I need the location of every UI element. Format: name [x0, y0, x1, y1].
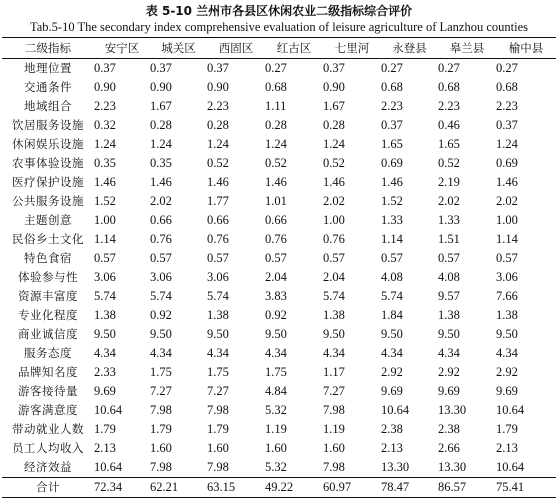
score-cell: 2.02: [496, 194, 518, 208]
indicator-name: 民俗乡土文化: [12, 232, 84, 246]
indicator-name: 商业诚信度: [18, 327, 78, 341]
score-cell: 4.34: [323, 346, 345, 360]
indicator-name: 体验参与性: [18, 270, 78, 284]
score-cell: 0.37: [496, 118, 518, 132]
score-cell: 1.46: [381, 175, 403, 189]
score-cell: 0.28: [150, 118, 172, 132]
score-cell: 2.02: [323, 194, 345, 208]
score-cell: 10.64: [496, 403, 525, 417]
score-cell: 0.52: [323, 156, 345, 170]
score-cell: 4.34: [496, 346, 518, 360]
score-cell: 1.24: [150, 137, 172, 151]
table-row: [2, 211, 556, 230]
score-cell: 1.79: [94, 422, 116, 436]
score-cell: 4.34: [381, 346, 403, 360]
score-cell: 1.38: [207, 308, 229, 322]
score-cell: 0.57: [323, 251, 345, 265]
score-cell: 2.23: [438, 99, 460, 113]
score-cell: 0.92: [150, 308, 172, 322]
score-cell: 0.76: [323, 232, 345, 246]
table-row: [2, 59, 556, 79]
indicator-name: 农事体验设施: [12, 156, 84, 170]
score-cell: 2.13: [381, 441, 403, 455]
score-cell: 13.30: [438, 403, 467, 417]
score-cell: 1.67: [323, 99, 345, 113]
score-cell: 3.06: [496, 270, 518, 284]
score-cell: 0.35: [150, 156, 172, 170]
score-cell: 1.14: [381, 232, 403, 246]
score-cell: 0.57: [150, 251, 172, 265]
score-cell: 1.14: [496, 232, 518, 246]
score-cell: 9.69: [496, 384, 518, 398]
indicator-name: 员工人均收入: [12, 441, 84, 455]
score-cell: 2.13: [496, 441, 518, 455]
score-cell: 1.11: [265, 99, 287, 113]
total-value: 78.47: [381, 480, 410, 494]
indicator-name: 地理位置: [24, 61, 72, 75]
score-cell: 1.51: [438, 232, 460, 246]
score-cell: 4.34: [94, 346, 116, 360]
table-row: [2, 97, 556, 116]
table-row: [2, 154, 556, 173]
score-cell: 4.34: [207, 346, 229, 360]
score-cell: 0.76: [265, 232, 287, 246]
score-cell: 1.79: [207, 422, 229, 436]
column-header: 二级指标: [25, 41, 71, 55]
indicator-name: 交通条件: [24, 80, 72, 94]
indicator-name: 游客接待量: [18, 384, 78, 398]
table-row: [2, 192, 556, 211]
score-cell: 9.50: [265, 327, 287, 341]
score-cell: 1.00: [323, 213, 345, 227]
score-cell: 0.57: [496, 251, 518, 265]
column-header: 红古区: [276, 41, 312, 55]
table-row: [2, 230, 556, 249]
score-cell: 1.84: [381, 308, 403, 322]
score-cell: 3.06: [150, 270, 172, 284]
score-cell: 1.79: [150, 422, 172, 436]
score-cell: 0.57: [381, 251, 403, 265]
score-cell: 2.38: [381, 422, 403, 436]
score-cell: 7.27: [323, 384, 345, 398]
score-cell: 3.83: [265, 289, 287, 303]
score-cell: 2.38: [438, 422, 460, 436]
score-cell: 1.14: [94, 232, 116, 246]
table-title-chinese: 表 5-10 兰州市各县区休闲农业二级指标综合评价: [145, 4, 413, 18]
score-cell: 9.50: [150, 327, 172, 341]
table-row: [2, 78, 556, 97]
score-cell: 7.27: [207, 384, 229, 398]
score-cell: 5.32: [265, 460, 287, 474]
total-row: [2, 478, 556, 498]
score-cell: 4.84: [265, 384, 287, 398]
column-header: 城关区: [161, 41, 196, 55]
score-cell: 1.77: [207, 194, 229, 208]
score-cell: 2.04: [323, 270, 345, 284]
score-cell: 0.37: [94, 61, 116, 75]
score-cell: 5.32: [265, 403, 287, 417]
score-cell: 0.37: [323, 61, 345, 75]
indicator-name: 主题创意: [24, 213, 72, 227]
score-cell: 10.64: [94, 403, 123, 417]
score-cell: 0.32: [94, 118, 116, 132]
score-cell: 1.46: [150, 175, 172, 189]
score-cell: 1.46: [496, 175, 518, 189]
score-cell: 7.98: [150, 403, 172, 417]
table-row: [2, 249, 556, 268]
score-cell: 1.46: [94, 175, 116, 189]
score-cell: 2.23: [207, 99, 229, 113]
indicator-name: 游客满意度: [18, 403, 78, 417]
table-row: [2, 325, 556, 344]
score-cell: 0.52: [438, 156, 460, 170]
score-cell: 4.08: [381, 270, 403, 284]
score-cell: 1.46: [323, 175, 345, 189]
score-cell: 5.74: [381, 289, 403, 303]
score-cell: 0.27: [381, 61, 403, 75]
score-cell: 2.92: [381, 365, 403, 379]
score-cell: 2.23: [496, 99, 518, 113]
score-cell: 0.27: [265, 61, 287, 75]
score-cell: 9.50: [323, 327, 345, 341]
indicator-name: 带动就业人数: [12, 422, 84, 436]
score-cell: 13.30: [381, 460, 410, 474]
score-cell: 4.34: [265, 346, 287, 360]
score-cell: 1.00: [496, 213, 518, 227]
score-cell: 1.19: [265, 422, 287, 436]
indicator-name: 专业化程度: [18, 308, 78, 322]
score-cell: 1.60: [150, 441, 172, 455]
score-cell: 13.30: [438, 460, 467, 474]
total-value: 62.21: [150, 480, 179, 494]
header-row: [2, 38, 556, 59]
score-cell: 1.46: [265, 175, 287, 189]
evaluation-table: [2, 37, 556, 498]
score-cell: 0.46: [438, 118, 460, 132]
score-cell: 9.50: [438, 327, 460, 341]
indicator-name: 医疗保护设施: [12, 175, 84, 189]
score-cell: 0.92: [265, 308, 287, 322]
score-cell: 1.17: [323, 365, 345, 379]
score-cell: 1.67: [150, 99, 172, 113]
score-cell: 10.64: [381, 403, 410, 417]
table-row: [2, 344, 556, 363]
score-cell: 0.37: [150, 61, 172, 75]
score-cell: 1.24: [496, 137, 518, 151]
column-header: 永登县: [392, 41, 427, 55]
score-cell: 0.28: [207, 118, 229, 132]
total-value: 72.34: [94, 480, 123, 494]
score-cell: 1.33: [381, 213, 403, 227]
indicator-name: 饮居服务设施: [12, 118, 84, 132]
column-header: 西固区: [218, 41, 254, 55]
total-label: 合计: [36, 480, 60, 494]
score-cell: 0.68: [265, 80, 287, 94]
score-cell: 0.27: [496, 61, 518, 75]
column-header: 七里河: [334, 41, 370, 55]
score-cell: 0.90: [150, 80, 172, 94]
table-row: [2, 306, 556, 325]
table-body: [2, 59, 556, 478]
table-row: [2, 173, 556, 192]
score-cell: 9.50: [207, 327, 229, 341]
score-cell: 7.98: [207, 403, 229, 417]
column-header: 安宁区: [104, 41, 140, 55]
score-cell: 1.75: [207, 365, 229, 379]
indicator-name: 经济效益: [24, 460, 72, 474]
score-cell: 2.92: [438, 365, 460, 379]
score-cell: 0.68: [438, 80, 460, 94]
total-value: 75.41: [496, 480, 525, 494]
score-cell: 2.04: [265, 270, 287, 284]
score-cell: 2.92: [496, 365, 518, 379]
table-row: [2, 439, 556, 458]
table-row: [2, 363, 556, 382]
score-cell: 4.08: [438, 270, 460, 284]
score-cell: 5.74: [207, 289, 229, 303]
score-cell: 1.46: [207, 175, 229, 189]
score-cell: 1.60: [323, 441, 345, 455]
score-cell: 0.68: [381, 80, 403, 94]
table-row: [2, 401, 556, 420]
indicator-name: 服务态度: [24, 346, 72, 360]
score-cell: 4.34: [150, 346, 172, 360]
score-cell: 0.90: [207, 80, 229, 94]
indicator-name: 特色食宿: [24, 251, 72, 265]
score-cell: 1.24: [207, 137, 229, 151]
score-cell: 0.52: [207, 156, 229, 170]
total-value: 60.97: [323, 480, 352, 494]
score-cell: 0.68: [496, 80, 518, 94]
score-cell: 3.06: [94, 270, 116, 284]
score-cell: 7.66: [496, 289, 518, 303]
score-cell: 0.66: [150, 213, 172, 227]
score-cell: 5.74: [94, 289, 116, 303]
score-cell: 0.28: [265, 118, 287, 132]
indicator-name: 资源丰富度: [18, 289, 78, 303]
table-row: [2, 268, 556, 287]
score-cell: 0.28: [323, 118, 345, 132]
score-cell: 1.60: [207, 441, 229, 455]
score-cell: 1.24: [94, 137, 116, 151]
score-cell: 1.38: [438, 308, 460, 322]
score-cell: 9.69: [438, 384, 460, 398]
table-row: [2, 135, 556, 154]
score-cell: 1.75: [150, 365, 172, 379]
score-cell: 5.74: [150, 289, 172, 303]
column-header: 皋兰县: [449, 41, 485, 55]
score-cell: 2.33: [94, 365, 116, 379]
indicator-name: 公共服务设施: [12, 194, 84, 208]
score-cell: 0.57: [265, 251, 287, 265]
indicator-name: 休闲娱乐设施: [12, 137, 84, 151]
score-cell: 0.57: [438, 251, 460, 265]
score-cell: 2.66: [438, 441, 460, 455]
score-cell: 10.64: [94, 460, 123, 474]
score-cell: 0.52: [265, 156, 287, 170]
score-cell: 1.24: [323, 137, 345, 151]
score-cell: 1.38: [496, 308, 518, 322]
score-cell: 0.66: [265, 213, 287, 227]
score-cell: 0.57: [94, 251, 116, 265]
indicator-name: 地域组合: [24, 99, 72, 113]
score-cell: 0.66: [207, 213, 229, 227]
total-value: 63.15: [207, 480, 236, 494]
score-cell: 0.27: [438, 61, 460, 75]
score-cell: 1.01: [265, 194, 287, 208]
score-cell: 0.69: [381, 156, 403, 170]
score-cell: 3.06: [207, 270, 229, 284]
score-cell: 0.37: [207, 61, 229, 75]
total-value: 49.22: [265, 480, 294, 494]
score-cell: 0.90: [94, 80, 116, 94]
score-cell: 1.24: [265, 137, 287, 151]
score-cell: 1.33: [438, 213, 460, 227]
score-cell: 2.23: [381, 99, 403, 113]
score-cell: 9.57: [438, 289, 460, 303]
table-row: [2, 458, 556, 478]
score-cell: 7.98: [150, 460, 172, 474]
score-cell: 7.98: [207, 460, 229, 474]
score-cell: 0.57: [207, 251, 229, 265]
score-cell: 7.98: [323, 403, 345, 417]
score-cell: 1.19: [323, 422, 345, 436]
score-cell: 2.02: [438, 194, 460, 208]
score-cell: 9.50: [381, 327, 403, 341]
column-header: 榆中县: [508, 41, 544, 55]
score-cell: 2.02: [150, 194, 172, 208]
table-row: [2, 382, 556, 401]
score-cell: 1.00: [94, 213, 116, 227]
table-title-english: Tab.5-10 The secondary index comprehensive evaluation of leisure agriculture of Lanzhou counties: [29, 20, 529, 34]
score-cell: 1.65: [438, 137, 460, 151]
score-cell: 5.74: [323, 289, 345, 303]
score-cell: 1.65: [381, 137, 403, 151]
score-cell: 7.27: [150, 384, 172, 398]
score-cell: 0.76: [207, 232, 229, 246]
indicator-name: 品牌知名度: [18, 365, 78, 379]
score-cell: 2.13: [94, 441, 116, 455]
total-value: 86.57: [438, 480, 467, 494]
score-cell: 1.75: [265, 365, 287, 379]
score-cell: 9.69: [94, 384, 116, 398]
score-cell: 2.23: [94, 99, 116, 113]
score-cell: 1.38: [94, 308, 116, 322]
score-cell: 9.50: [496, 327, 518, 341]
score-cell: 1.79: [496, 422, 518, 436]
table-row: [2, 420, 556, 439]
score-cell: 0.76: [150, 232, 172, 246]
score-cell: 0.69: [496, 156, 518, 170]
score-cell: 1.38: [323, 308, 345, 322]
score-cell: 1.52: [381, 194, 403, 208]
score-cell: 10.64: [496, 460, 525, 474]
table-row: [2, 116, 556, 135]
score-cell: 0.35: [94, 156, 116, 170]
table-row: [2, 287, 556, 306]
score-cell: 4.34: [438, 346, 460, 360]
score-cell: 1.52: [94, 194, 116, 208]
score-cell: 2.19: [438, 175, 460, 189]
score-cell: 9.69: [381, 384, 403, 398]
score-cell: 0.37: [381, 118, 403, 132]
score-cell: 1.60: [265, 441, 287, 455]
score-cell: 0.90: [323, 80, 345, 94]
score-cell: 9.50: [94, 327, 116, 341]
score-cell: 7.98: [323, 460, 345, 474]
